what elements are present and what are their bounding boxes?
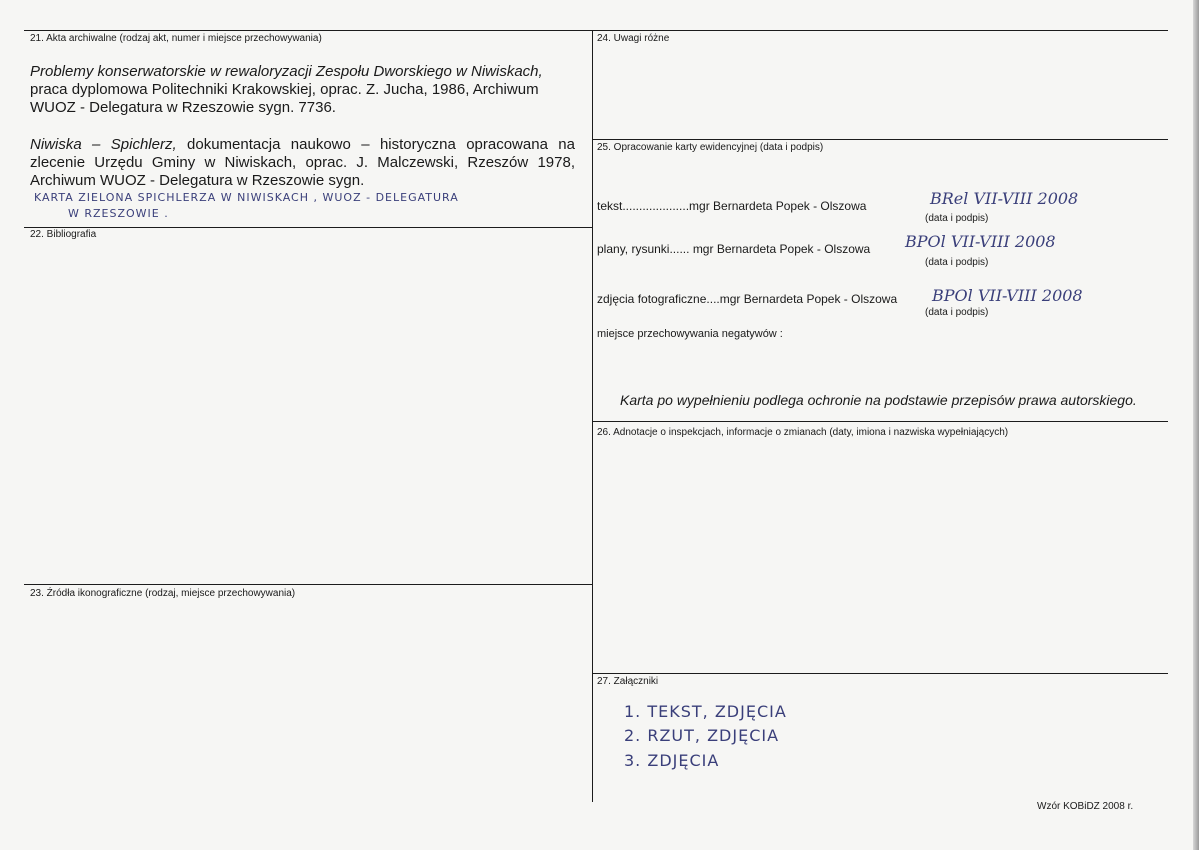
- archive-entry-1-details: praca dyplomowa Politechniki Krakowskiej, oprac. Z. Jucha, 1986, Archiwum WUOZ - Delegatura w Rzeszowie sygn. 7736.: [30, 81, 539, 116]
- rule-26-top: [592, 421, 1168, 422]
- signature-caption-text: (data i podpis): [925, 213, 989, 224]
- rule-24-top: [592, 30, 1168, 31]
- handwritten-note-line-1: KARTA ZIELONA SPICHLERZA W NIWISKACH , WUOZ - DELEGATURA: [34, 191, 459, 204]
- signature-photos: BPOl VII-VIII 2008: [932, 286, 1083, 305]
- section-23-label: 23. Źródła ikonograficzne (rodzaj, miejsce przechowywania): [30, 588, 296, 599]
- section-24-label: 24. Uwagi różne: [597, 33, 670, 44]
- paper-edge: [1193, 0, 1199, 850]
- rule-21-top: [24, 30, 592, 31]
- attachment-item-3: 3. ZDJĘCIA: [624, 751, 720, 770]
- archive-entry-2: [30, 136, 575, 190]
- signature-caption-drawings: (data i podpis): [925, 257, 989, 268]
- rule-22-top: [24, 227, 592, 228]
- copyright-notice: Karta po wypełnieniu podlega ochronie na podstawie przepisów prawa autorskiego.: [620, 392, 1137, 408]
- signature-text: BRel VII-VIII 2008: [930, 189, 1079, 208]
- signature-drawings: BPOl VII-VIII 2008: [905, 232, 1056, 251]
- section-26-label: 26. Adnotacje o inspekcjach, informacje o zmianach (daty, imiona i nazwiska wypełniających): [597, 427, 1009, 438]
- section-27-label: 27. Załączniki: [597, 676, 659, 687]
- author-row-text: tekst....................mgr Bernardeta Popek - Olszowa: [597, 199, 867, 213]
- rule-27-top: [592, 673, 1168, 674]
- section-25-label: 25. Opracowanie karty ewidencyjnej (data i podpis): [597, 142, 824, 153]
- author-row-drawings: plany, rysunki...... mgr Bernardeta Popek - Olszowa: [597, 242, 871, 256]
- rule-25-top: [592, 139, 1168, 140]
- archive-entry-2-details: dokumentacja naukowo – historyczna opracowana na zlecenie Urzędu Gminy w Niwiskach, oprac. J. Malczewski, Rzeszów 1978, Archiwum WUOZ - Delegatura w Rzeszowie sygn.: [30, 136, 575, 189]
- author-row-photos: zdjęcia fotograficzne....mgr Bernardeta Popek - Olszowa: [597, 292, 898, 306]
- signature-caption-photos: (data i podpis): [925, 307, 989, 318]
- handwritten-note-line-2: W RZESZOWIE .: [68, 207, 169, 220]
- negatives-location-label: miejsce przechowywania negatywów :: [597, 328, 783, 340]
- section-22-label: 22. Bibliografia: [30, 229, 97, 240]
- archive-entry-1: [30, 63, 575, 117]
- section-21-label: 21. Akta archiwalne (rodzaj akt, numer i miejsce przechowywania): [30, 33, 322, 44]
- form-template-footer: Wzór KOBiDZ 2008 r.: [1037, 801, 1134, 812]
- archive-entry-1-title: Problemy konserwatorskie w rewaloryzacji Zespołu Dworskiego w Niwiskach,: [30, 63, 543, 80]
- rule-23-top: [24, 584, 592, 585]
- column-divider: [592, 30, 593, 802]
- attachment-item-1: 1. TEKST, ZDJĘCIA: [624, 702, 787, 721]
- attachment-item-2: 2. RZUT, ZDJĘCIA: [624, 726, 780, 745]
- archive-entry-2-title: Niwiska – Spichlerz,: [30, 136, 177, 153]
